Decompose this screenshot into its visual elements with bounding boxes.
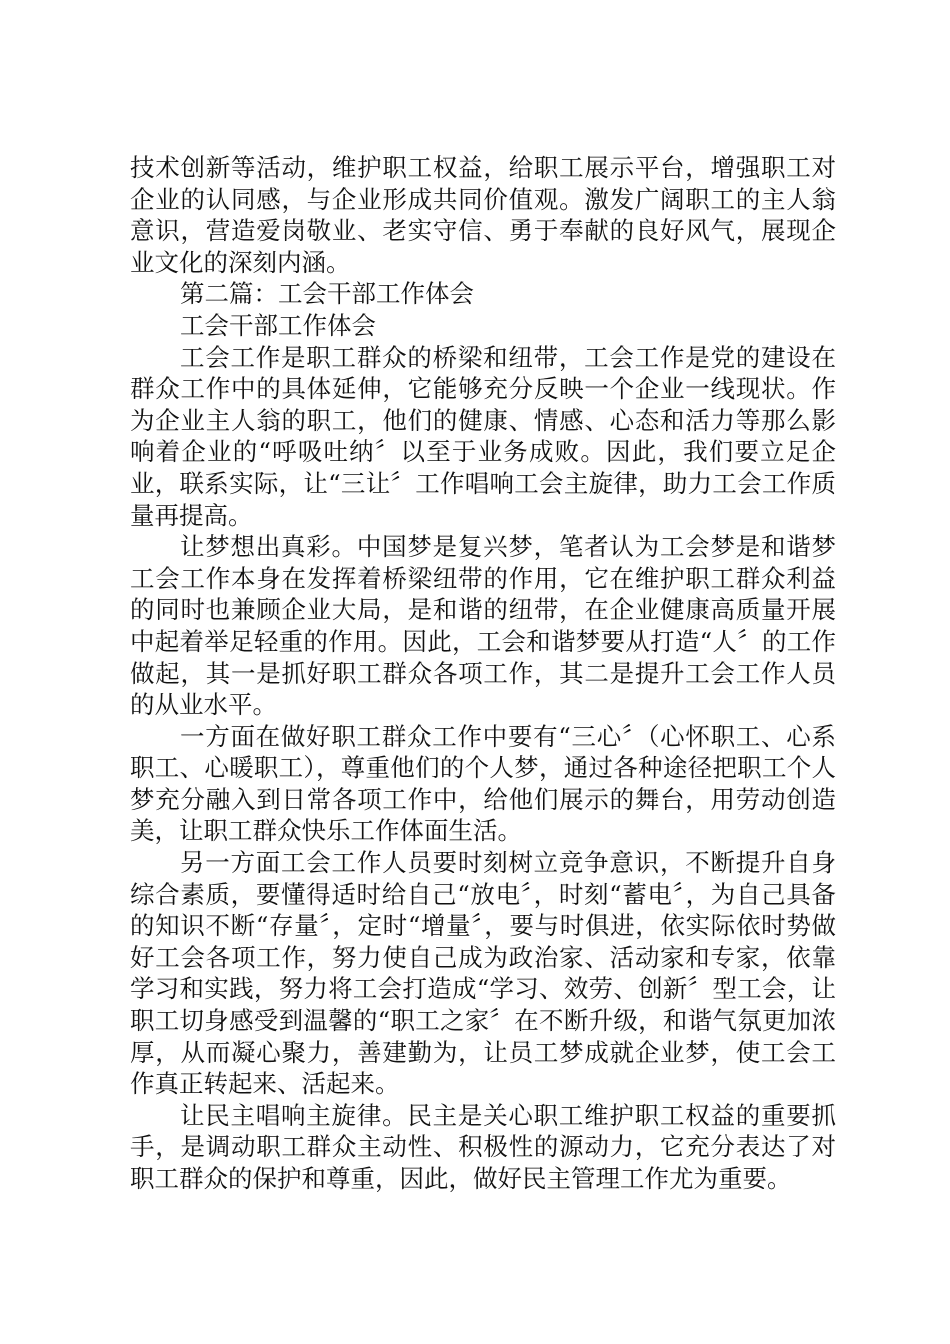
paragraph-democracy: 让民主唱响主旋律。民主是关心职工维护职工权益的重要抓手，是调动职工群众主动性、积极性的源动力，它充分表达了对职工群众的保护和尊重，因此，做好民主管理工作尤为重要。 (130, 1100, 836, 1193)
paragraph-intro: 工会工作是职工群众的桥梁和纽带，工会工作是党的建设在群众工作中的具体延伸，它能够充分反映一个企业一线现状。作为企业主人翁的职工，他们的健康、情感、心态和活力等那么影响着企业的“呼吸吐纳〞以至于业务成败。因此，我们要立足企业，联系实际，让“三让〞工作唱响工会主旋律，助力工会工作质量再提高。 (130, 342, 836, 530)
paragraph-continuation: 技术创新等活动，维护职工权益，给职工展示平台，增强职工对企业的认同感，与企业形成共同价值观。激发广阔职工的主人翁意识，营造爱岗敬业、老实守信、勇于奉献的良好风气，展现企业文化的深刻内涵。 (130, 153, 836, 277)
paragraph-dream: 让梦想出真彩。中国梦是复兴梦，笔者认为工会梦是和谐梦工会工作本身在发挥着桥梁纽带的作用，它在维护职工群众利益的同时也兼顾企业大局，是和谐的纽带，在企业健康高质量开展中起着举足轻重的作用。因此，工会和谐梦要从打造“人〞的工作做起，其一是抓好职工群众各项工作，其二是提升工会工作人员的从业水平。 (130, 532, 836, 720)
paragraph-staff-competence: 另一方面工会工作人员要时刻树立竞争意识，不断提升自身综合素质，要懂得适时给自己“放电〞，时刻“蓄电〞，为自己具备的知识不断“存量〞，定时“增量〞，要与时俱进，依实际依时势做好工会各项工作，努力使自己成为政治家、活动家和专家，依靠学习和实践，努力将工会打造成“学习、效劳、创新〞型工会，让职工切身感受到温馨的“职工之家〞在不断升级，和谐气氛更加浓厚，从而凝心聚力，善建勤为，让员工梦成就企业梦，使工会工作真正转起来、活起来。 (130, 848, 836, 1099)
article-title: 工会干部工作体会 (180, 310, 376, 340)
document-body (130, 152, 836, 1195)
section-title: 第二篇：工会干部工作体会 (180, 279, 474, 309)
paragraph-three-hearts: 一方面在做好职工群众工作中要有“三心〞（心怀职工、心系职工、心暖职工），尊重他们的个人梦，通过各种途径把职工个人梦充分融入到日常各项工作中，给他们展示的舞台，用劳动创造美，让职工群众快乐工作体面生活。 (130, 721, 836, 846)
